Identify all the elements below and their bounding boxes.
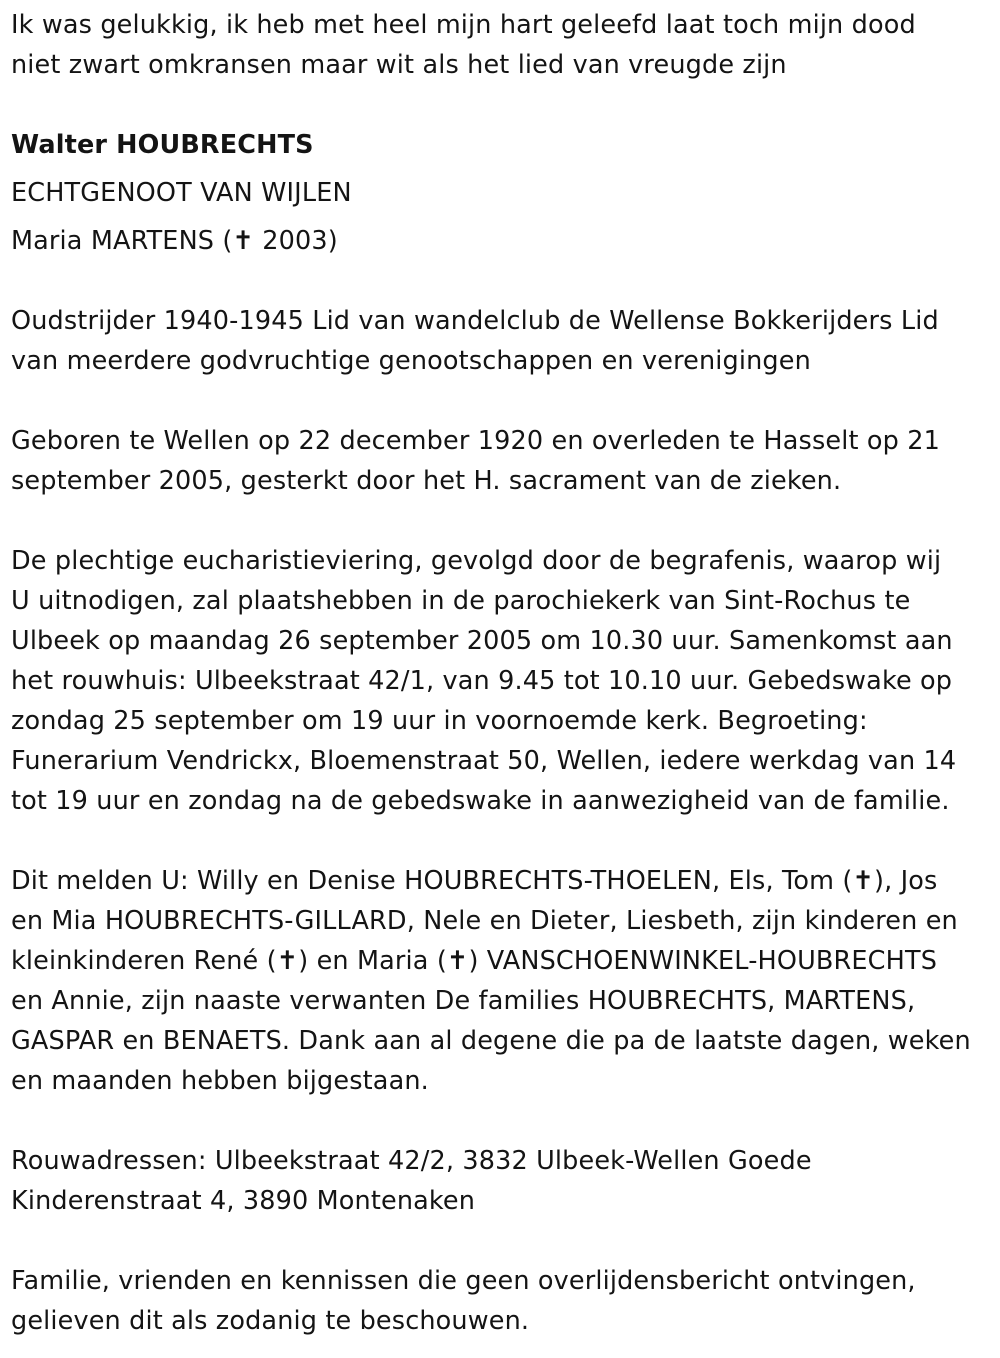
opening-quote: [11, 5, 993, 85]
announced-line-4: en Annie, zijn naaste verwanten De families HOUBRECHTS, MARTENS,: [11, 986, 916, 1016]
announced-line-1: Dit melden U: Willy en Denise HOUBRECHTS-THOELEN, Els, Tom (✝), Jos: [11, 866, 938, 896]
memberships-line-2: van meerdere godvruchtige genootschappen en verenigingen: [11, 346, 811, 376]
closing-paragraph: [11, 1261, 993, 1341]
announced-by-paragraph: [11, 861, 993, 1101]
closing-line-1: Familie, vrienden en kennissen die geen overlijdensbericht ontvingen,: [11, 1266, 916, 1296]
funeral-line-1: De plechtige eucharistieviering, gevolgd door de begrafenis, waarop wij: [11, 546, 942, 576]
memberships-line-1: Oudstrijder 1940-1945 Lid van wandelclub de Wellense Bokkerijders Lid: [11, 306, 939, 336]
funeral-paragraph: [11, 541, 993, 821]
spouse-name: Maria MARTENS (✝ 2003): [11, 226, 338, 256]
funeral-line-3: Ulbeek op maandag 26 september 2005 om 10.30 uur. Samenkomst aan: [11, 626, 953, 656]
quote-line-1: Ik was gelukkig, ik heb met heel mijn hart geleefd laat toch mijn dood: [11, 10, 916, 40]
funeral-line-5: zondag 25 september om 19 uur in voornoemde kerk. Begroeting:: [11, 706, 868, 736]
announced-line-5: GASPAR en BENAETS. Dank aan al degene die pa de laatste dagen, weken: [11, 1026, 971, 1056]
announced-line-3: kleinkinderen René (✝) en Maria (✝) VANSCHOENWINKEL-HOUBRECHTS: [11, 946, 938, 976]
addresses-paragraph: [11, 1141, 993, 1221]
deceased-name: Walter HOUBRECHTS: [11, 130, 314, 160]
funeral-line-7: tot 19 uur en zondag na de gebedswake in aanwezigheid van de familie.: [11, 786, 950, 816]
funeral-line-2: U uitnodigen, zal plaatshebben in de parochiekerk van Sint-Rochus te: [11, 586, 911, 616]
spouse-label: ECHTGENOOT VAN WIJLEN: [11, 178, 352, 208]
birth-death-line-1: Geboren te Wellen op 22 december 1920 en overleden te Hasselt op 21: [11, 426, 940, 456]
announced-line-6: en maanden hebben bijgestaan.: [11, 1066, 429, 1096]
addresses-line-1: Rouwadressen: Ulbeekstraat 42/2, 3832 Ulbeek-Wellen Goede: [11, 1146, 812, 1176]
birth-death-paragraph: [11, 421, 993, 501]
funeral-line-4: het rouwhuis: Ulbeekstraat 42/1, van 9.45 tot 10.10 uur. Gebedswake op: [11, 666, 953, 696]
closing-line-2: gelieven dit als zodanig te beschouwen.: [11, 1306, 530, 1336]
quote-line-2: niet zwart omkransen maar wit als het lied van vreugde zijn: [11, 50, 787, 80]
addresses-line-2: Kinderenstraat 4, 3890 Montenaken: [11, 1186, 476, 1216]
memberships-paragraph: [11, 301, 993, 381]
funeral-line-6: Funerarium Vendrickx, Bloemenstraat 50, Wellen, iedere werkdag van 14: [11, 746, 957, 776]
birth-death-line-2: september 2005, gesterkt door het H. sacrament van de zieken.: [11, 466, 842, 496]
announced-line-2: en Mia HOUBRECHTS-GILLARD, Nele en Dieter, Liesbeth, zijn kinderen en: [11, 906, 958, 936]
